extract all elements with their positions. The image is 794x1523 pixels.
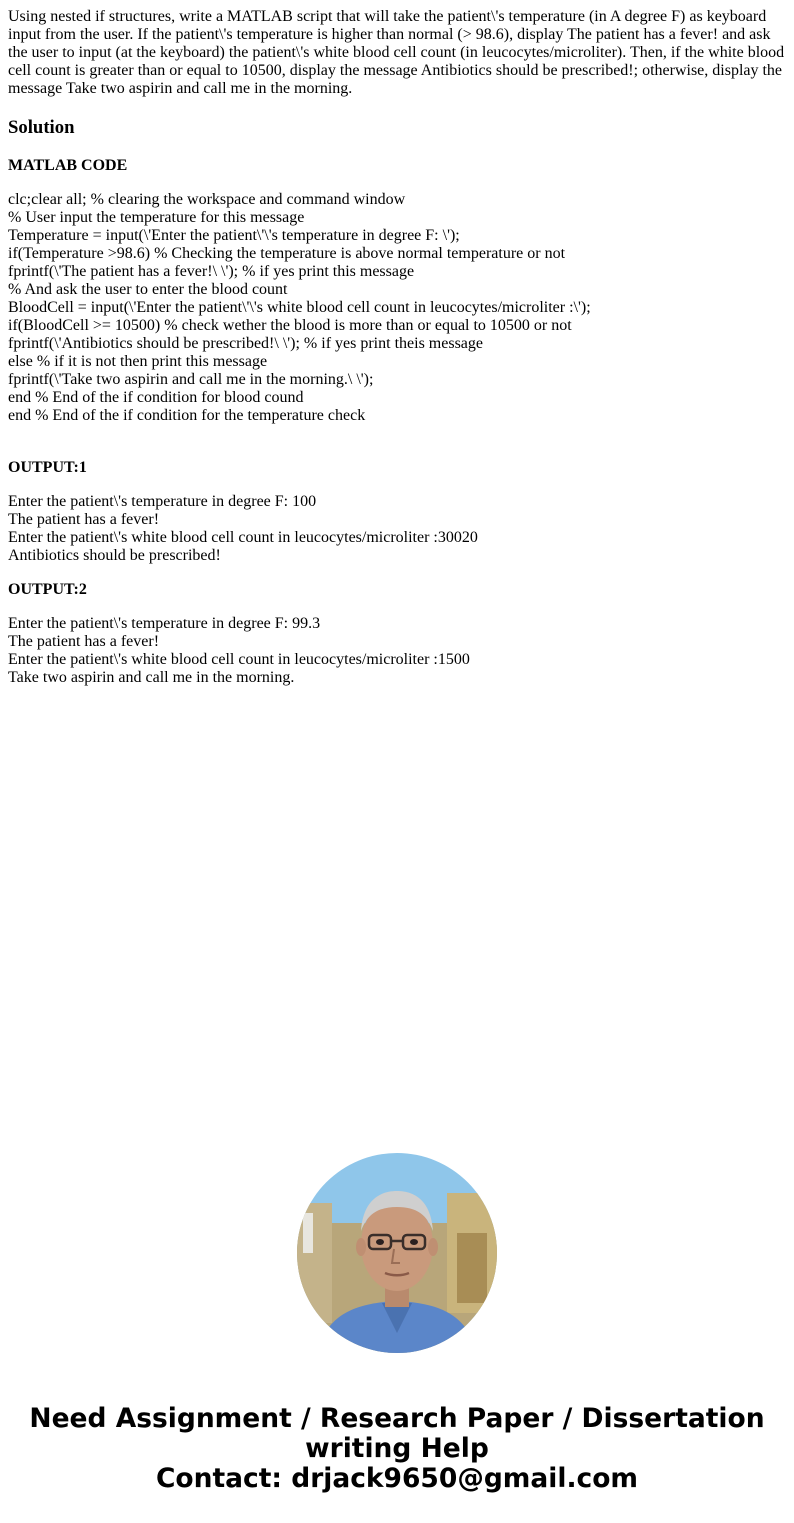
footer-line-1: Need Assignment / Research Paper / Dissertation — [29, 1403, 765, 1434]
output-line: Enter the patient\'s temperature in degree F: 100 — [8, 493, 317, 510]
footer-promo — [0, 1404, 794, 1494]
output-line: The patient has a fever! — [8, 633, 160, 650]
blank-line — [8, 425, 788, 443]
footer-contact: Contact: drjack9650@gmail.com — [155, 1463, 639, 1494]
footer-line-2: writing Help — [305, 1433, 489, 1464]
solution-heading: Solution — [8, 117, 75, 138]
code-heading: MATLAB CODE — [8, 157, 128, 174]
output-line: Antibiotics should be prescribed! — [8, 547, 221, 564]
output-line: Enter the patient\'s white blood cell count in leucocytes/microliter :30020 — [8, 529, 478, 546]
code-line: Temperature = input(\'Enter the patient\'\'s temperature in degree F: \'); — [8, 227, 460, 244]
portrait-illustration — [297, 1153, 497, 1353]
output-line: The patient has a fever! — [8, 511, 160, 528]
code-block — [8, 191, 788, 443]
code-line: if(Temperature >98.6) % Checking the temperature is above normal temperature or not — [8, 245, 566, 262]
code-line: if(BloodCell >= 10500) % check wether the blood is more than or equal to 10500 or not — [8, 317, 572, 334]
code-line: fprintf(\'The patient has a fever!\ \'); % if yes print this message — [8, 263, 415, 280]
document-body — [8, 8, 788, 703]
code-line: BloodCell = input(\'Enter the patient\'\'s white blood cell count in leucocytes/microliter :\'); — [8, 299, 591, 316]
output1-block — [8, 493, 788, 565]
output1-heading: OUTPUT:1 — [8, 459, 87, 476]
code-line: end % End of the if condition for the temperature check — [8, 407, 366, 424]
output-line: Take two aspirin and call me in the morning. — [8, 669, 295, 686]
code-line: fprintf(\'Take two aspirin and call me in the morning.\ \'); — [8, 371, 374, 388]
code-line: clc;clear all; % clearing the workspace and command window — [8, 191, 406, 208]
output-line: Enter the patient\'s temperature in degree F: 99.3 — [8, 615, 321, 632]
code-line: fprintf(\'Antibiotics should be prescribed!\ \'); % if yes print theis message — [8, 335, 483, 352]
output-line: Enter the patient\'s white blood cell count in leucocytes/microliter :1500 — [8, 651, 470, 668]
output2-heading: OUTPUT:2 — [8, 581, 87, 598]
question-text: Using nested if structures, write a MATLAB script that will take the patient\'s temperature (in A degree F) as keyboard input from the user. If the patient\'s temperature is higher than normal (> 98.6), display The patient has a fever! and ask the user to input (at the keyboard) the patient\'s white blood cell count (in leucocytes/microliter). Then, if the white blood cell count is greater than or equal to 10500, display the message Antibiotics should be prescribed!; otherwise, display the message Take two aspirin and call me in the morning. — [8, 8, 785, 97]
code-line: else % if it is not then print this message — [8, 353, 268, 370]
code-line: % And ask the user to enter the blood count — [8, 281, 288, 298]
code-line: % User input the temperature for this message — [8, 209, 305, 226]
code-line: end % End of the if condition for blood cound — [8, 389, 304, 406]
author-portrait — [297, 1153, 497, 1353]
output2-block — [8, 615, 788, 687]
